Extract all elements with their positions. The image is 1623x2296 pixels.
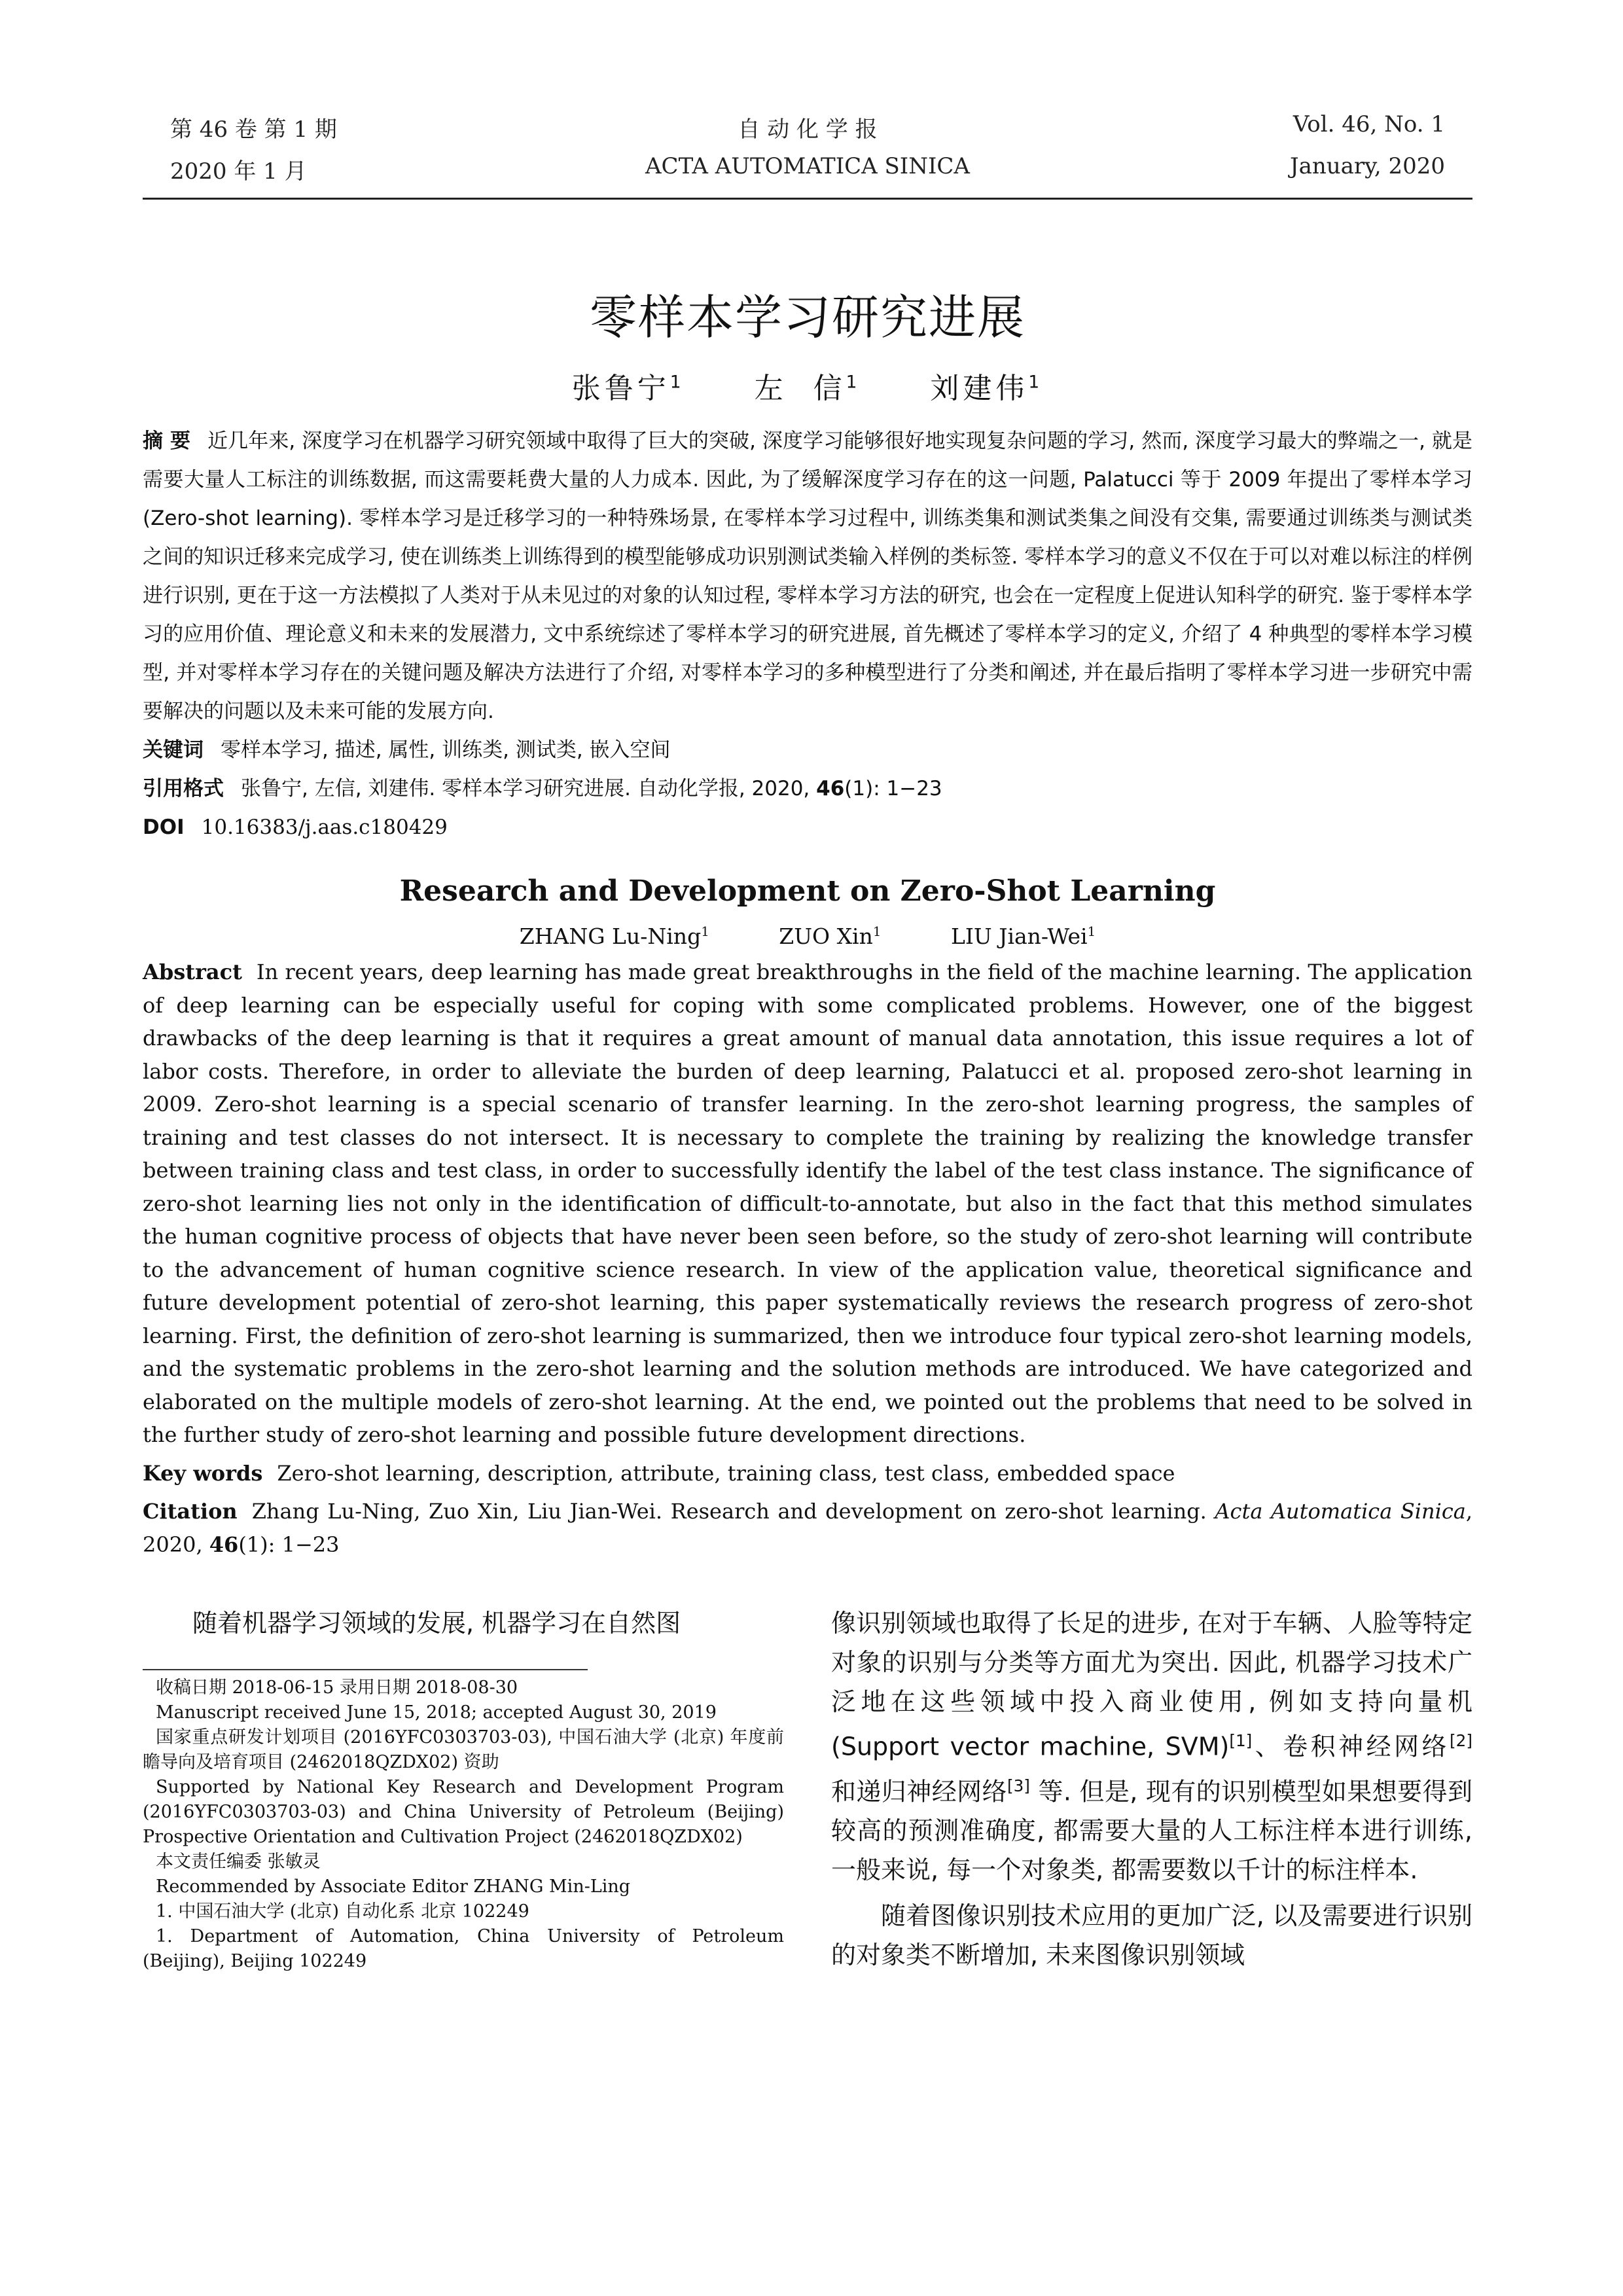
title-en: Research and Development on Zero-Shot Learning [399, 874, 1216, 908]
abstract-zh [143, 422, 1472, 731]
footnote: Manuscript received June 15, 2018; accepted August 30, 2019 [156, 1702, 717, 1723]
author-en: ZUO Xin$^1$ [779, 924, 882, 949]
reference-link[interactable]: [2] [1450, 1731, 1472, 1750]
body-paragraph-left: 随着机器学习领域的发展, 机器学习在自然图 [192, 1609, 681, 1638]
title-zh: 零样本学习研究进展 [589, 290, 1026, 345]
footnotes [143, 1676, 784, 1974]
authors-en [143, 924, 1472, 949]
body-paragraph-right-1: 像识别领域也取得了长足的进步, 在对于车辆、人脸等特定对象的识别与分类等方面尤为突出. 因此, 机器学习技术广泛地在这些领域中投入商业使用, 例如支持向量机 (Support vector machine, SVM)[1]、卷积神经网络[2] 和递归神经网络[3] 等. 但是, 现有的识别模型如果想要得到较高的预测准确度, 都需要大量的人工标注样本进行训练, 一般来说, 每一个对象类, 都需要数以千计的标注样本. [831, 1609, 1472, 1885]
right-column [831, 1604, 1472, 1975]
volume-en: Vol. 46, No. 1 [1293, 111, 1445, 137]
footnote: 本文责任编委 张敏灵 [156, 1852, 321, 1872]
header-rule [143, 198, 1472, 200]
abstract-zh-text: 近几年来, 深度学习在机器学习研究领域中取得了巨大的突破, 深度学习能够很好地实现复杂问题的学习, 然而, 深度学习最大的弊端之一, 就是需要大量人工标注的训练数据, 而这需要耗费大量的人力成本. 因此, 为了缓解深度学习存在的这一问题, Palatucci 等于 2009 年提出了零样本学习 (Zero-shot learning). 零样本学习是迁移学习的一种特殊场景, 在零样本学习过程中, 训练类集和测试类集之间没有交集, 需要通过训练类与测试类之间的知识迁移来完成学习, 使在训练类上训练得到的模型能够成功识别测试类输入样例的类标签. 零样本学习的意义不仅在于可以对难以标注的样例进行识别, 更在于这一方法模拟了人类对于从未见过的对象的认知过程, 零样本学习方法的研究, 也会在一定程度上促进认知科学的研究. 鉴于零样本学习的应用价值、理论意义和未来的发展潜力, 文中系统综述了零样本学习的研究进展, 首先概述了零样本学习的定义, 介绍了 4 种典型的零样本学习模型, 并对零样本学习存在的关键问题及解决方法进行了介绍, 对零样本学习的多种模型进行了分类和阐述, 并在最后指明了零样本学习进一步研究中需要解决的问题以及未来可能的发展方向. [143, 429, 1472, 723]
footnote: 国家重点研发计划项目 (2016YFC0303703-03), 中国石油大学 (北京) 年度前瞻导向及培育项目 (2462018QZDX02) 资助 [143, 1727, 784, 1772]
footnote: Recommended by Associate Editor ZHANG Min-Ling [156, 1876, 631, 1897]
date-en: January, 2020 [1289, 153, 1445, 179]
issue-zh: 第 46 卷 第 1 期 [170, 117, 337, 143]
journal-en: ACTA AUTOMATICA SINICA [645, 153, 970, 179]
author-zh: 左 信$^1$ [754, 372, 861, 405]
body-paragraph-right-2: 随着图像识别技术应用的更加广泛, 以及需要进行识别的对象类不断增加, 未来图像识别领域 [831, 1901, 1472, 1970]
date-zh: 2020 年 1 月 [170, 158, 307, 185]
header-row-2 [143, 153, 1472, 195]
author-en: LIU Jian-Wei$^1$ [950, 924, 1096, 949]
abstract-en-label: Abstract [143, 960, 242, 984]
footnote: 1. Department of Automation, China University of Petroleum (Beijing), Beijing 102249 [143, 1926, 784, 1971]
abstract-en [143, 956, 1472, 1452]
keywords-en: Key words Zero-shot learning, description, attribute, training class, test class, embedded space [143, 1460, 1175, 1486]
reference-link[interactable]: [3] [1007, 1776, 1030, 1795]
doi-link[interactable]: 10.16383/j.aas.c180429 [201, 816, 448, 839]
abstract-zh-label: 摘 要 [143, 429, 191, 453]
header-row-1 [143, 111, 1472, 153]
author-en: ZHANG Lu-Ning$^1$ [519, 924, 709, 949]
author-zh: 刘建伟$^1$ [930, 372, 1044, 405]
abstract-en-text: In recent years, deep learning has made great breakthroughs in the field of the machine learning. The application of deep learning can be especially useful for coping with some complicated problems. However, one of the biggest drawbacks of the deep learning is that it requires a great amount of manual data annotation, this issue requires a lot of labor costs. Therefore, in order to alleviate the burden of deep learning, Palatucci et al. proposed zero-shot learning in 2009. Zero-shot learning is a special scenario of transfer learning. In the zero-shot learning progress, the samples of training and test classes do not intersect. It is necessary to complete the training by realizing the knowledge transfer between training class and test class, in order to successfully identify the label of the test class instance. The significance of zero-shot learning lies not only in the identification of difficult-to-annotate, but also in the fact that this method simulates the human cognitive process of objects that have never been seen before, so the study of zero-shot learning will contribute to the advancement of human cognitive science research. In view of the application value, theoretical significance and future development potential of zero-shot learning, this paper systematically reviews the research progress of zero-shot learning. First, the definition of zero-shot learning is summarized, then we introduce four typical zero-shot learning models, and the systematic problems in the zero-shot learning and the solution methods are introduced. We have categorized and elaborated on the multiple models of zero-shot learning. At the end, we pointed out the problems that need to be solved in the further study of zero-shot learning and possible future development directions. [143, 960, 1472, 1447]
journal-zh: 自 动 化 学 报 [738, 117, 878, 143]
citation-en: Citation Zhang Lu-Ning, Zuo Xin, Liu Jian-Wei. Research and development on zero-shot learning. Acta Automatica Sinica, 2020, 46(1): 1−23 [143, 1499, 1473, 1557]
keywords-zh: 关键词 零样本学习, 描述, 属性, 训练类, 测试类, 嵌入空间 [143, 738, 671, 762]
citation-zh: 引用格式 张鲁宁, 左信, 刘建伟. 零样本学习研究进展. 自动化学报, 2020, 46(1): 1−23 [143, 777, 942, 800]
authors-zh [143, 365, 1472, 406]
reference-link[interactable]: [1] [1229, 1731, 1253, 1750]
left-column [143, 1604, 784, 1974]
author-zh: 张鲁宁$^1$ [571, 372, 685, 405]
article-page [143, 111, 1472, 1561]
footnote: 收稿日期 2018-06-15 录用日期 2018-08-30 [156, 1677, 518, 1698]
doi: DOI 10.16383/j.aas.c180429 [143, 816, 448, 839]
footnote: 1. 中国石油大学 (北京) 自动化系 北京 102249 [156, 1901, 529, 1922]
footnote-rule [143, 1669, 588, 1670]
footnote: Supported by National Key Research and Development Program (2016YFC0303703-03) and China University of Petroleum (Beijing) Prospective Orientation and Cultivation Project (2462018QZDX02) [143, 1777, 784, 1847]
